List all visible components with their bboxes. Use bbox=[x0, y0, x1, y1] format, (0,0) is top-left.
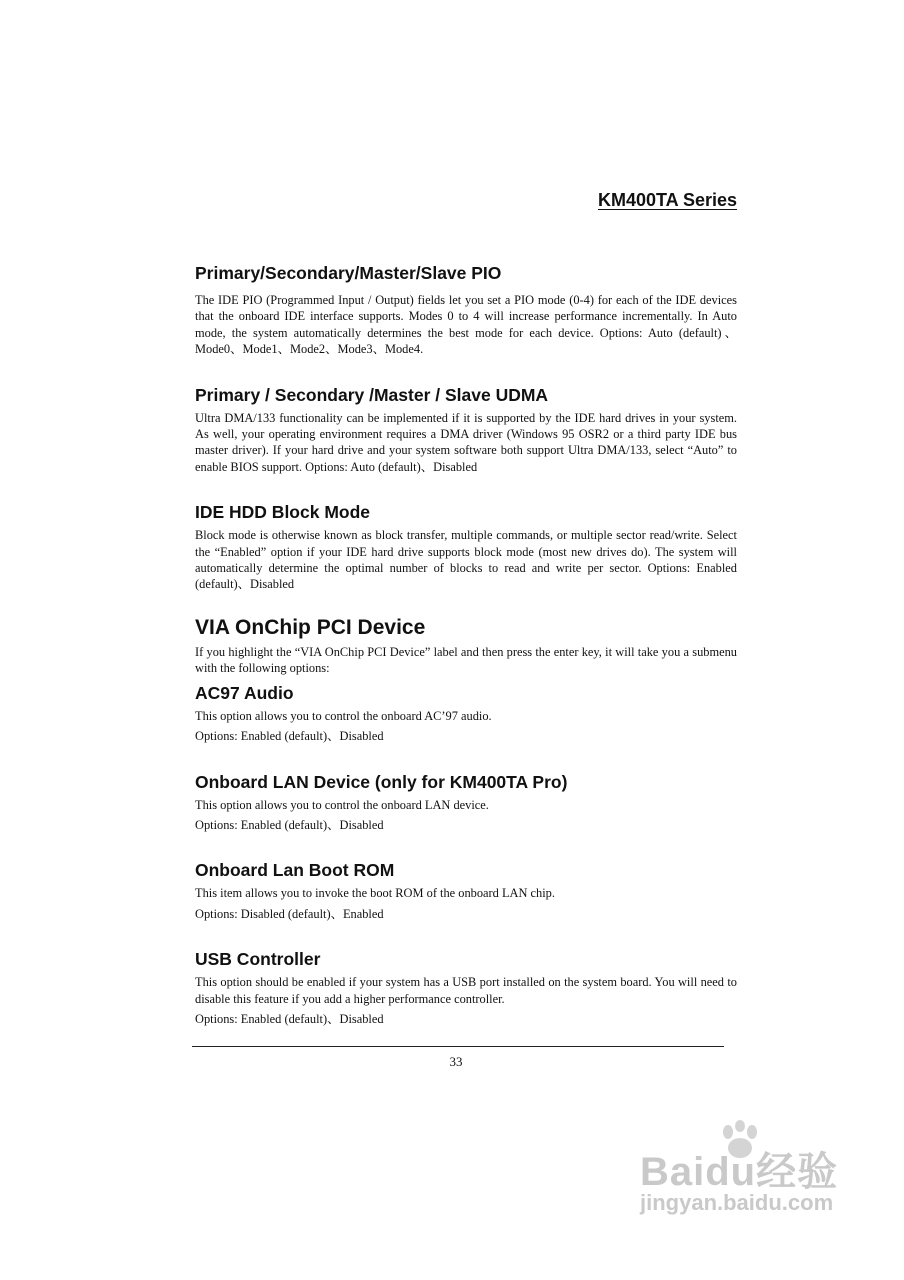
page-number: 33 bbox=[449, 1054, 463, 1069]
section-body: This option allows you to control the onboard LAN device. bbox=[195, 797, 489, 812]
series-title: KM400TA Series bbox=[598, 190, 738, 210]
footer-divider bbox=[192, 1046, 724, 1047]
watermark-logo: Baidu经验 bbox=[640, 1150, 839, 1194]
section-udma bbox=[195, 384, 737, 476]
document-body bbox=[195, 262, 737, 1027]
section-block-mode bbox=[195, 501, 737, 593]
section-via-pci bbox=[195, 615, 737, 677]
section-body: Block mode is otherwise known as block transfer, multiple commands, or multiple sector read/write. Select the “Enabled” option if your IDE hard drive supports block mode (most new drives do). The system will automatically determine the optimal number of blocks to read and write per sector. Options: Enabled (default)、Disabled bbox=[195, 528, 737, 592]
section-body: Ultra DMA/133 functionality can be implemented if it is supported by the IDE hard drives in your system. As well, your operating environment requires a DMA driver (Windows 95 OSR2 or a third party IDE bus master driver). If your hard drive and your system software both support Ultra DMA/133, select “Auto” to enable BIOS support. Options: Auto (default)、Disabled bbox=[195, 410, 737, 474]
section-heading: USB Controller bbox=[195, 949, 321, 970]
section-heading: Primary/Secondary/Master/Slave PIO bbox=[195, 263, 502, 283]
section-heading: IDE HDD Block Mode bbox=[195, 502, 371, 523]
section-heading: VIA OnChip PCI Device bbox=[195, 615, 426, 639]
section-heading: AC97 Audio bbox=[195, 682, 294, 703]
baidu-watermark bbox=[640, 1140, 860, 1240]
section-usb bbox=[195, 948, 737, 1027]
section-options: Options: Enabled (default)、Disabled bbox=[195, 729, 384, 744]
section-heading: Onboard Lan Boot ROM bbox=[195, 860, 395, 881]
section-pio bbox=[195, 262, 737, 358]
section-body: This option should be enabled if your system has a USB port installed on the system board. You will need to disable this feature if you add a higher performance controller. bbox=[195, 975, 737, 1006]
section-options: Options: Disabled (default)、Enabled bbox=[195, 906, 384, 921]
section-body: This option allows you to control the onboard AC’97 audio. bbox=[195, 708, 492, 723]
section-options: Options: Enabled (default)、Disabled bbox=[195, 1011, 384, 1026]
section-body: This item allows you to invoke the boot ROM of the onboard LAN chip. bbox=[195, 886, 555, 901]
section-ac97 bbox=[195, 682, 737, 745]
section-options: Options: Enabled (default)、Disabled bbox=[195, 817, 384, 832]
section-body: The IDE PIO (Programmed Input / Output) fields let you set a PIO mode (0-4) for each of the IDE devices that the onboard IDE interface supports. Modes 0 to 4 will increase performance incrementally. In Auto mode, the system automatically determines the best mode for each device. Options: Auto (default)、Mode0、Mode1、Mode2、Mode3、Mode4. bbox=[195, 293, 737, 357]
section-lan-device bbox=[195, 771, 737, 834]
section-heading: Primary / Secondary /Master / Slave UDMA bbox=[195, 384, 549, 405]
watermark-url: jingyan.baidu.com bbox=[640, 1190, 834, 1215]
section-lan-boot bbox=[195, 859, 737, 922]
section-heading: Onboard LAN Device (only for KM400TA Pro) bbox=[195, 771, 568, 792]
section-body: If you highlight the “VIA OnChip PCI Device” label and then press the enter key, it will take you a submenu with the following options: bbox=[195, 644, 737, 676]
